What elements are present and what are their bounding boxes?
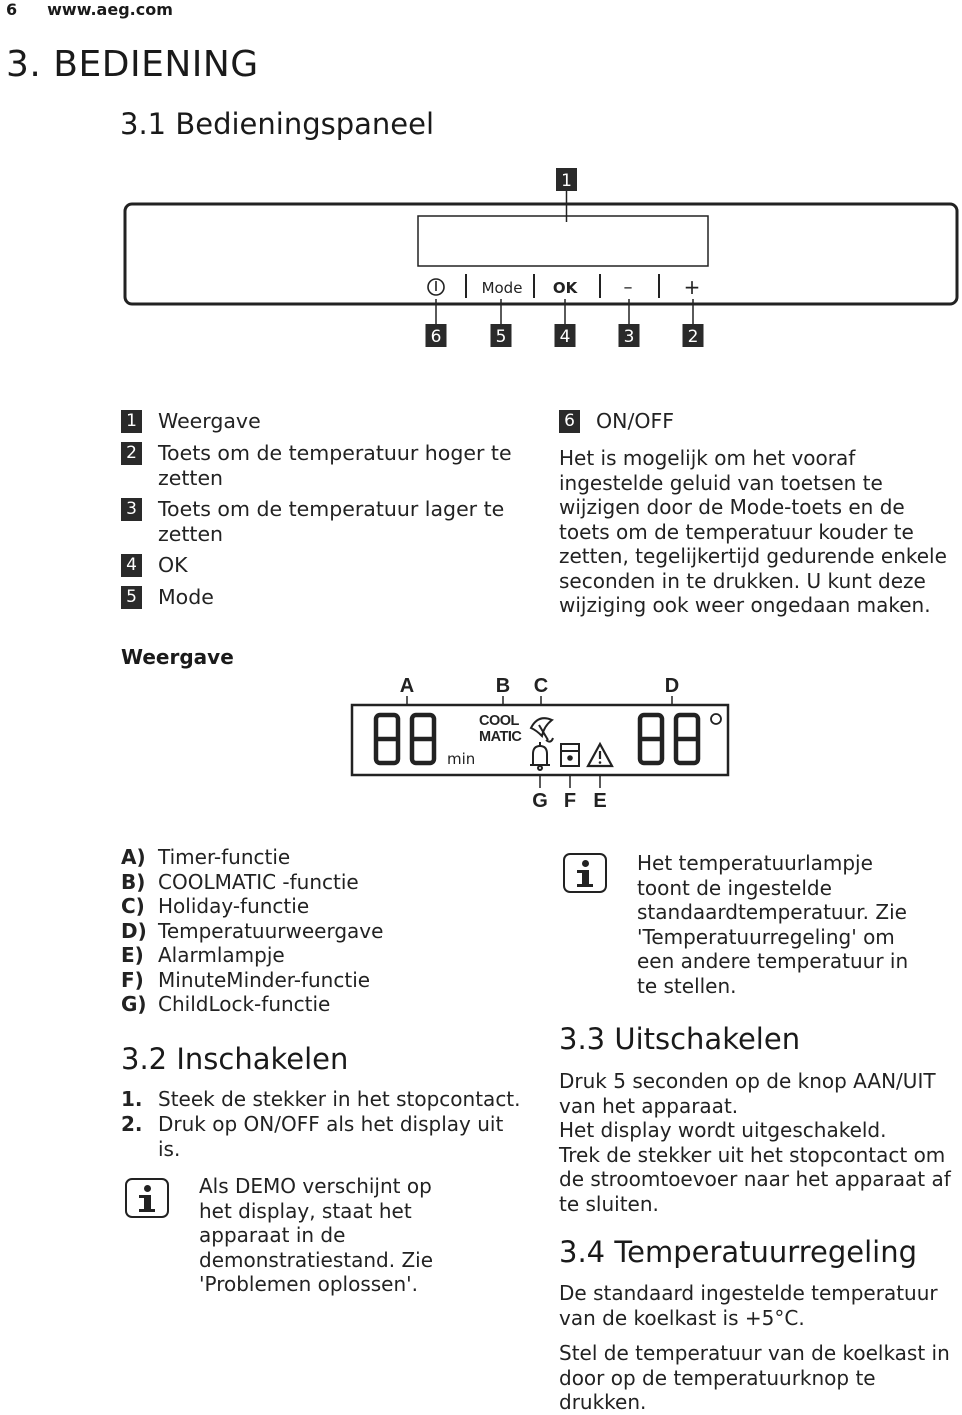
power-icon [428, 279, 444, 295]
panel-outline [125, 204, 957, 304]
label-e: E [593, 790, 607, 812]
min-label: min [447, 750, 476, 768]
onoff-description: Het is mogelijk om het vooraf ingestelde geluid van toetsen te wijzigen door de Mode-toets en de toets om de temperatuur kouder te zetten, tegelijkertijd gedurende enkele seconden in te drukken. U kunt deze wijziging ook weer ongedaan maken. [559, 446, 947, 617]
uitschakelen-text [559, 1069, 959, 1216]
subsection-title-3-3: 3.3 Uitschakelen [559, 1022, 801, 1056]
timer-digits [376, 715, 434, 763]
control-panel-diagram [120, 160, 962, 360]
display-diagram [350, 670, 735, 815]
label-b: B [495, 675, 511, 697]
label-a: A [399, 675, 415, 697]
childlock-icon [561, 744, 579, 766]
function-f: F) MinuteMinder-functie [121, 967, 371, 992]
cool-label: COOL [479, 713, 519, 729]
info-temperature-lamp: Het temperatuurlampje toont de ingestelde standaardtemperatuur. Zie 'Temperatuurregeling' om een andere temperatuur in te stellen. [637, 851, 909, 998]
uitschakelen-p1: Druk 5 seconden op de knop AAN/UIT van het apparaat. [559, 1069, 936, 1118]
plus-button-label: + [683, 275, 701, 299]
bottom-callouts [426, 299, 704, 347]
callout-6: 6 [430, 327, 442, 347]
degree-icon [711, 714, 721, 724]
function-g: G) ChildLock-functie [121, 992, 331, 1016]
display-heading: Weergave [121, 645, 234, 669]
info-icon [125, 1178, 169, 1218]
page-header [6, 0, 173, 19]
function-a: A) Timer-functie [121, 845, 291, 869]
function-d: D) Temperatuurweergave [121, 918, 384, 943]
ok-button-label: OK [552, 279, 578, 297]
info-demo-mode: Als DEMO verschijnt op het display, staat het apparaat in de demonstratiestand. Zie 'Problemen oplossen'. [199, 1174, 434, 1296]
holiday-icon [531, 718, 553, 741]
matic-label: MATIC [479, 729, 522, 745]
callout-1: 1 [561, 171, 572, 191]
header-url[interactable]: www.aeg.com [47, 0, 173, 19]
callout-3: 3 [623, 327, 635, 347]
function-e: E) Alarmlampje [121, 943, 285, 967]
minus-button-label: – [623, 277, 633, 298]
subsection-title-3-1: 3.1 Bedieningspaneel [120, 107, 435, 141]
label-f: F [563, 790, 577, 812]
callout-5: 5 [495, 327, 507, 347]
bell-icon [530, 742, 550, 770]
uitschakelen-p2: Het display wordt uitgeschakeld. [559, 1118, 887, 1142]
page-number: 6 [6, 0, 18, 19]
callout-2: 2 [687, 327, 699, 347]
callout-4: 4 [559, 327, 571, 347]
temperature-digits [640, 715, 698, 763]
subsection-title-3-4: 3.4 Temperatuurregeling [559, 1235, 917, 1269]
label-c: C [533, 675, 549, 697]
alarm-icon [588, 744, 612, 766]
label-d: D [664, 675, 680, 697]
label-g: G [532, 790, 548, 812]
section-title: 3. BEDIENING [6, 44, 259, 85]
temperatuur-p2: Stel de temperatuur van de koelkast in door op de temperatuurknop te drukken. [559, 1341, 950, 1414]
step-2: 2. Druk op ON/OFF als het display uit is. [121, 1112, 504, 1161]
step-1: 1. Steek de stekker in het stopcontact. [121, 1087, 521, 1111]
display-window [418, 216, 708, 266]
info-icon [563, 853, 607, 893]
function-b: B) COOLMATIC -functie [121, 869, 359, 894]
temperatuur-p1: De standaard ingestelde temperatuur van de koelkast is +5°C. [559, 1281, 938, 1330]
function-c: C) Holiday-functie [121, 894, 310, 918]
subsection-title-3-2: 3.2 Inschakelen [121, 1042, 349, 1076]
mode-button-label: Mode [481, 279, 523, 297]
uitschakelen-p3: Trek de stekker uit het stopcontact om de stroomtoevoer naar het apparaat af te sluiten. [559, 1142, 951, 1216]
